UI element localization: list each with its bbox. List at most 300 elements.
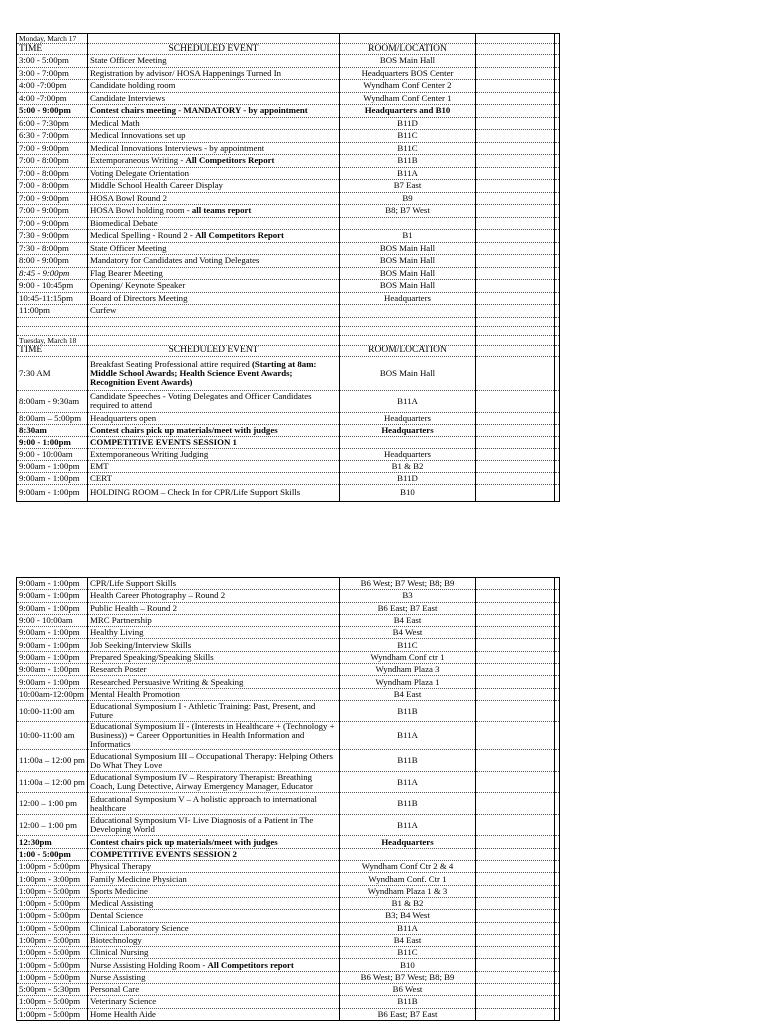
room-cell: B11A	[340, 814, 476, 836]
event-emphasis: all teams report	[191, 205, 252, 216]
room-cell: B11A	[340, 722, 476, 750]
notes-cell	[476, 750, 555, 772]
schedule-row	[17, 436, 560, 448]
notes-cell	[476, 873, 555, 885]
time-header: TIME	[17, 345, 88, 356]
row-edge	[555, 484, 560, 501]
notes-cell	[476, 922, 555, 934]
time-cell: 10:00-11:00 am	[17, 700, 88, 722]
notes-cell	[476, 230, 555, 243]
event-text: Public Health – Round 2	[90, 602, 177, 613]
room-cell: Wyndham Plaza 1	[340, 676, 476, 688]
notes-cell	[476, 92, 555, 105]
event-cell	[88, 602, 340, 614]
room-cell: B11B	[340, 750, 476, 772]
schedule-row	[17, 934, 560, 946]
row-edge	[555, 676, 560, 688]
room-cell: B11C	[340, 947, 476, 959]
time-cell: 7:00 - 9:00pm	[17, 142, 88, 155]
time-cell: 9:00am - 1:00pm	[17, 602, 88, 614]
row-edge	[555, 848, 560, 860]
event-text: HOSA Bowl Round 2	[90, 192, 167, 203]
notes-cell	[476, 167, 555, 180]
time-cell: 8:00am – 5:00pm	[17, 412, 88, 424]
event-emphasis: All Competitors Report	[185, 155, 275, 166]
event-text: Contest chairs pick up materials/meet with judges	[90, 424, 278, 435]
event-cell	[88, 971, 340, 983]
schedule-row	[17, 578, 560, 590]
notes-cell	[476, 67, 555, 80]
event-cell	[88, 292, 340, 305]
time-cell: 1:00pm - 5:00pm	[17, 922, 88, 934]
schedule-row	[17, 292, 560, 305]
schedule-row	[17, 356, 560, 390]
event-cell	[88, 814, 340, 836]
notes-cell	[476, 80, 555, 93]
row-edge	[555, 205, 560, 218]
room-cell: BOS Main Hall	[340, 255, 476, 268]
blank-cell	[88, 335, 340, 345]
room-cell: B6 East; B7 East	[340, 602, 476, 614]
event-cell	[88, 922, 340, 934]
event-cell	[88, 448, 340, 460]
notes-cell	[476, 472, 555, 484]
time-cell: 1:00pm - 5:00pm	[17, 861, 88, 873]
event-text: Veterinary Science	[90, 996, 157, 1007]
time-cell: 9:00am - 1:00pm	[17, 484, 88, 501]
schedule-row	[17, 676, 560, 688]
notes-cell	[476, 255, 555, 268]
room-cell: B9	[340, 192, 476, 205]
event-text: Candidate Interviews	[90, 92, 165, 103]
time-cell: 1:00pm - 5:00pm	[17, 1008, 88, 1020]
time-cell: 4:00 -7:00pm	[17, 92, 88, 105]
blank-cell	[340, 34, 476, 44]
spacer-row	[17, 326, 560, 335]
event-text: Board of Directors Meeting	[90, 292, 188, 303]
room-cell	[340, 848, 476, 860]
event-cell	[88, 848, 340, 860]
notes-cell	[476, 34, 555, 44]
time-cell: 1:00pm - 5:00pm	[17, 971, 88, 983]
event-cell	[88, 984, 340, 996]
event-cell	[88, 836, 340, 848]
event-text: Voting Delegate Orientation	[90, 167, 190, 178]
time-cell: 9:00am - 1:00pm	[17, 472, 88, 484]
room-cell: Headquarters BOS Center	[340, 67, 476, 80]
notes-cell	[476, 910, 555, 922]
event-cell	[88, 436, 340, 448]
event-text: Health Career Photography – Round 2	[90, 590, 226, 601]
row-edge	[555, 959, 560, 971]
room-cell: B1	[340, 230, 476, 243]
event-text: MRC Partnership	[90, 615, 152, 626]
time-cell: 9:00 - 10:00am	[17, 448, 88, 460]
schedule-row	[17, 922, 560, 934]
event-text: Research Poster	[90, 664, 147, 675]
spacer-row	[17, 317, 560, 326]
row-edge	[555, 934, 560, 946]
notes-cell	[476, 639, 555, 651]
event-text: Curfew	[90, 305, 117, 316]
event-cell	[88, 472, 340, 484]
event-text: HOLDING ROOM – Check In for CPR/Life Support Skills	[90, 487, 301, 497]
row-edge	[555, 34, 560, 44]
event-cell	[88, 412, 340, 424]
room-cell: B11C	[340, 639, 476, 651]
schedule-row	[17, 897, 560, 909]
time-cell: 10:00am-12:00pm	[17, 688, 88, 700]
event-text: COMPETITIVE EVENTS SESSION 1	[90, 436, 237, 447]
room-cell: B6 East; B7 East	[340, 1008, 476, 1020]
row-edge	[555, 664, 560, 676]
time-cell: 4:00 -7:00pm	[17, 80, 88, 93]
notes-cell	[476, 412, 555, 424]
time-cell: 9:00am - 1:00pm	[17, 578, 88, 590]
room-cell: B3; B4 West	[340, 910, 476, 922]
schedule-row	[17, 590, 560, 602]
spacer-cell	[17, 317, 88, 326]
schedule-table-1	[16, 33, 560, 502]
schedule-row	[17, 602, 560, 614]
event-text: Physical Therapy	[90, 861, 152, 872]
notes-cell	[476, 934, 555, 946]
event-cell	[88, 305, 340, 318]
room-cell: Headquarters	[340, 836, 476, 848]
event-text: Contest chairs pick up materials/meet with judges	[90, 836, 278, 847]
spacer-cell	[17, 326, 88, 335]
notes-cell	[476, 688, 555, 700]
time-cell: 7:00 - 8:00pm	[17, 167, 88, 180]
schedule-row	[17, 192, 560, 205]
time-cell: 1:00pm - 3:00pm	[17, 873, 88, 885]
time-cell: 12:00 – 1:00 pm	[17, 793, 88, 815]
row-edge	[555, 873, 560, 885]
event-text: Flag Bearer Meeting	[90, 267, 163, 278]
schedule-row	[17, 217, 560, 230]
schedule-row	[17, 722, 560, 750]
row-edge	[555, 80, 560, 93]
event-text: Extemporaneous Writing -	[90, 155, 186, 166]
row-edge	[555, 180, 560, 193]
time-cell: 9:00am - 1:00pm	[17, 460, 88, 472]
time-cell: 5:00 - 9:00pm	[17, 105, 88, 118]
schedule-row	[17, 688, 560, 700]
time-cell: 10:00-11:00 am	[17, 722, 88, 750]
notes-cell	[476, 793, 555, 815]
time-cell: 7:00 - 9:00pm	[17, 192, 88, 205]
event-cell	[88, 280, 340, 293]
notes-cell	[476, 1008, 555, 1020]
event-text: Biomedical Debate	[90, 217, 158, 228]
time-cell: 9:00 - 1:00pm	[17, 436, 88, 448]
spacer-cell	[88, 317, 340, 326]
spacer-cell	[88, 326, 340, 335]
event-cell	[88, 255, 340, 268]
room-cell: BOS Main Hall	[340, 242, 476, 255]
time-cell: 8:45 - 9:00pm	[17, 267, 88, 280]
event-text: Mandatory for Candidates and Voting Delegates	[90, 255, 260, 266]
event-text: Nurse Assisting	[90, 971, 146, 982]
row-edge	[555, 217, 560, 230]
notes-cell	[476, 771, 555, 793]
notes-cell	[476, 971, 555, 983]
day-label: Monday, March 17	[17, 34, 88, 44]
event-cell	[88, 861, 340, 873]
event-text: CPR/Life Support Skills	[90, 578, 177, 589]
event-text: Educational Symposium IV – Respiratory Therapist: Breathing Coach, Lung Detective, Airway Emergency Manager, Educator	[90, 772, 313, 792]
time-cell: 7:00 - 8:00pm	[17, 155, 88, 168]
event-text: Researched Persuasive Writing & Speaking	[90, 676, 244, 687]
time-cell: 11:00a – 12:00 pm	[17, 771, 88, 793]
event-text: Educational Symposium V – A holistic approach to international healthcare	[90, 793, 317, 813]
row-edge	[555, 971, 560, 983]
schedule-row	[17, 155, 560, 168]
event-header: SCHEDULED EVENT	[88, 44, 340, 55]
time-cell: 11:00pm	[17, 305, 88, 318]
event-cell	[88, 722, 340, 750]
schedule-row	[17, 984, 560, 996]
schedule-row	[17, 861, 560, 873]
schedule-row	[17, 117, 560, 130]
time-cell: 11:00a – 12:00 pm	[17, 750, 88, 772]
notes-cell	[476, 897, 555, 909]
time-cell: 9:00am - 1:00pm	[17, 639, 88, 651]
room-cell: Wyndham Conf. Ctr 1	[340, 873, 476, 885]
event-text: Educational Symposium II - (Interests in Healthcare + (Technology + Business)) = Career Opportunities in Health Information and Informatics	[90, 721, 335, 750]
room-cell: Headquarters	[340, 292, 476, 305]
event-text: Registration by advisor/ HOSA Happenings Turned In	[90, 67, 282, 78]
event-text: Extemporaneous Writing Judging	[90, 448, 209, 459]
event-text: Contest chairs meeting - MANDATORY - by appointment	[90, 105, 308, 116]
room-cell: B11A	[340, 167, 476, 180]
time-cell: 5:00pm - 5:30pm	[17, 984, 88, 996]
time-cell: 8:00am - 9:30am	[17, 390, 88, 412]
room-cell: Headquarters	[340, 412, 476, 424]
time-cell: 12:30pm	[17, 836, 88, 848]
event-cell	[88, 155, 340, 168]
row-edge	[555, 267, 560, 280]
event-cell	[88, 390, 340, 412]
row-edge	[555, 448, 560, 460]
time-cell: 9:00am - 1:00pm	[17, 627, 88, 639]
notes-cell	[476, 947, 555, 959]
schedule-row	[17, 424, 560, 436]
schedule-row	[17, 793, 560, 815]
row-edge	[555, 436, 560, 448]
row-edge	[555, 192, 560, 205]
time-cell: 1:00pm - 5:00pm	[17, 959, 88, 971]
row-edge	[555, 317, 560, 326]
row-edge	[555, 424, 560, 436]
notes-cell	[476, 130, 555, 143]
schedule-row	[17, 836, 560, 848]
notes-cell	[476, 356, 555, 390]
awards-note: (Starting at 8am: Middle School Awards; Health Science Event Awards; Recognition Event Awards)	[90, 358, 317, 387]
notes-cell	[476, 700, 555, 722]
notes-cell	[476, 722, 555, 750]
notes-cell	[476, 142, 555, 155]
schedule-row	[17, 651, 560, 663]
notes-cell	[476, 578, 555, 590]
schedule-row	[17, 230, 560, 243]
notes-cell	[476, 848, 555, 860]
event-cell	[88, 205, 340, 218]
time-cell: 7:30 - 8:00pm	[17, 242, 88, 255]
row-edge	[555, 345, 560, 356]
schedule-row	[17, 205, 560, 218]
notes-cell	[476, 651, 555, 663]
schedule-row	[17, 105, 560, 118]
time-cell: 3:00 - 7:00pm	[17, 67, 88, 80]
time-cell: 1:00pm - 5:00pm	[17, 996, 88, 1008]
spacer-cell	[340, 317, 476, 326]
schedule-row	[17, 472, 560, 484]
notes-cell	[476, 44, 555, 55]
row-edge	[555, 722, 560, 750]
room-cell	[340, 436, 476, 448]
notes-cell	[476, 217, 555, 230]
event-text: CERT	[90, 472, 112, 483]
event-text: Clinical Laboratory Science	[90, 922, 189, 933]
room-cell: B6 West; B7 West; B8; B9	[340, 578, 476, 590]
room-header: ROOM/LOCATION	[340, 345, 476, 356]
schedule-row	[17, 947, 560, 959]
event-text: Medical Innovations Interviews - by appointment	[90, 142, 265, 153]
notes-cell	[476, 484, 555, 501]
schedule-row	[17, 80, 560, 93]
notes-cell	[476, 105, 555, 118]
row-edge	[555, 897, 560, 909]
row-edge	[555, 922, 560, 934]
event-cell	[88, 180, 340, 193]
time-cell: 9:00am - 1:00pm	[17, 676, 88, 688]
time-cell: 9:00am - 1:00pm	[17, 664, 88, 676]
room-cell: B10	[340, 959, 476, 971]
event-text: Personal Care	[90, 984, 140, 995]
time-cell: 6:00 - 7:30pm	[17, 117, 88, 130]
event-text: HOSA Bowl holding room -	[90, 205, 192, 216]
time-cell: 8:30am	[17, 424, 88, 436]
event-cell	[88, 651, 340, 663]
row-edge	[555, 700, 560, 722]
room-cell: B6 West; B7 West; B8; B9	[340, 971, 476, 983]
row-edge	[555, 651, 560, 663]
schedule-row	[17, 614, 560, 626]
notes-cell	[476, 885, 555, 897]
event-cell	[88, 578, 340, 590]
event-text: Opening/ Keynote Speaker	[90, 280, 186, 291]
event-header: SCHEDULED EVENT	[88, 345, 340, 356]
room-cell: Wyndham Conf Center 1	[340, 92, 476, 105]
schedule-row	[17, 910, 560, 922]
header-row	[17, 345, 560, 356]
event-cell	[88, 92, 340, 105]
notes-cell	[476, 242, 555, 255]
room-cell: BOS Main Hall	[340, 267, 476, 280]
notes-cell	[476, 424, 555, 436]
row-edge	[555, 472, 560, 484]
row-edge	[555, 836, 560, 848]
time-cell: 9:00 - 10:00am	[17, 614, 88, 626]
room-cell: B4 East	[340, 934, 476, 946]
schedule-row	[17, 1008, 560, 1020]
row-edge	[555, 996, 560, 1008]
notes-cell	[476, 192, 555, 205]
event-text: Educational Symposium III – Occupational Therapy: Helping Others Do What They Love	[90, 750, 333, 770]
event-emphasis: All Competitors Report	[195, 230, 284, 241]
notes-cell	[476, 996, 555, 1008]
event-cell	[88, 424, 340, 436]
row-edge	[555, 67, 560, 80]
event-cell	[88, 267, 340, 280]
schedule-row	[17, 55, 560, 68]
notes-cell	[476, 55, 555, 68]
event-text: State Officer Meeting	[90, 55, 167, 66]
row-edge	[555, 335, 560, 345]
row-edge	[555, 814, 560, 836]
event-text: Prepared Speaking/Speaking Skills	[90, 651, 214, 662]
event-cell	[88, 700, 340, 722]
date-row	[17, 34, 560, 44]
schedule-row	[17, 67, 560, 80]
notes-cell	[476, 590, 555, 602]
event-cell	[88, 130, 340, 143]
time-cell: 12:00 – 1:00 pm	[17, 814, 88, 836]
time-cell: 7:30 AM	[17, 356, 88, 390]
room-cell: B10	[340, 484, 476, 501]
room-cell: B4 East	[340, 614, 476, 626]
schedule-row	[17, 142, 560, 155]
room-cell: Wyndham Plaza 3	[340, 664, 476, 676]
event-emphasis: All Competitors report	[207, 959, 294, 970]
event-cell	[88, 142, 340, 155]
event-cell	[88, 67, 340, 80]
schedule-row	[17, 627, 560, 639]
notes-cell	[476, 305, 555, 318]
time-cell: 6:30 - 7:00pm	[17, 130, 88, 143]
row-edge	[555, 984, 560, 996]
notes-cell	[476, 280, 555, 293]
row-edge	[555, 750, 560, 772]
room-cell: B11C	[340, 130, 476, 143]
notes-cell	[476, 205, 555, 218]
notes-cell	[476, 460, 555, 472]
room-cell: B3	[340, 590, 476, 602]
notes-cell	[476, 676, 555, 688]
event-text: Biotechnology	[90, 934, 142, 945]
schedule-row	[17, 885, 560, 897]
notes-cell	[476, 326, 555, 335]
notes-cell	[476, 614, 555, 626]
notes-cell	[476, 959, 555, 971]
room-cell: B1 & B2	[340, 460, 476, 472]
room-cell: B8; B7 West	[340, 205, 476, 218]
room-cell: BOS Main Hall	[340, 55, 476, 68]
row-edge	[555, 305, 560, 318]
event-cell	[88, 676, 340, 688]
event-text: State Officer Meeting	[90, 242, 167, 253]
schedule-row	[17, 242, 560, 255]
notes-cell	[476, 335, 555, 345]
schedule-row	[17, 255, 560, 268]
event-cell	[88, 192, 340, 205]
row-edge	[555, 771, 560, 793]
row-edge	[555, 390, 560, 412]
schedule-row	[17, 700, 560, 722]
event-text: Job Seeking/Interview Skills	[90, 639, 192, 650]
schedule-row	[17, 996, 560, 1008]
